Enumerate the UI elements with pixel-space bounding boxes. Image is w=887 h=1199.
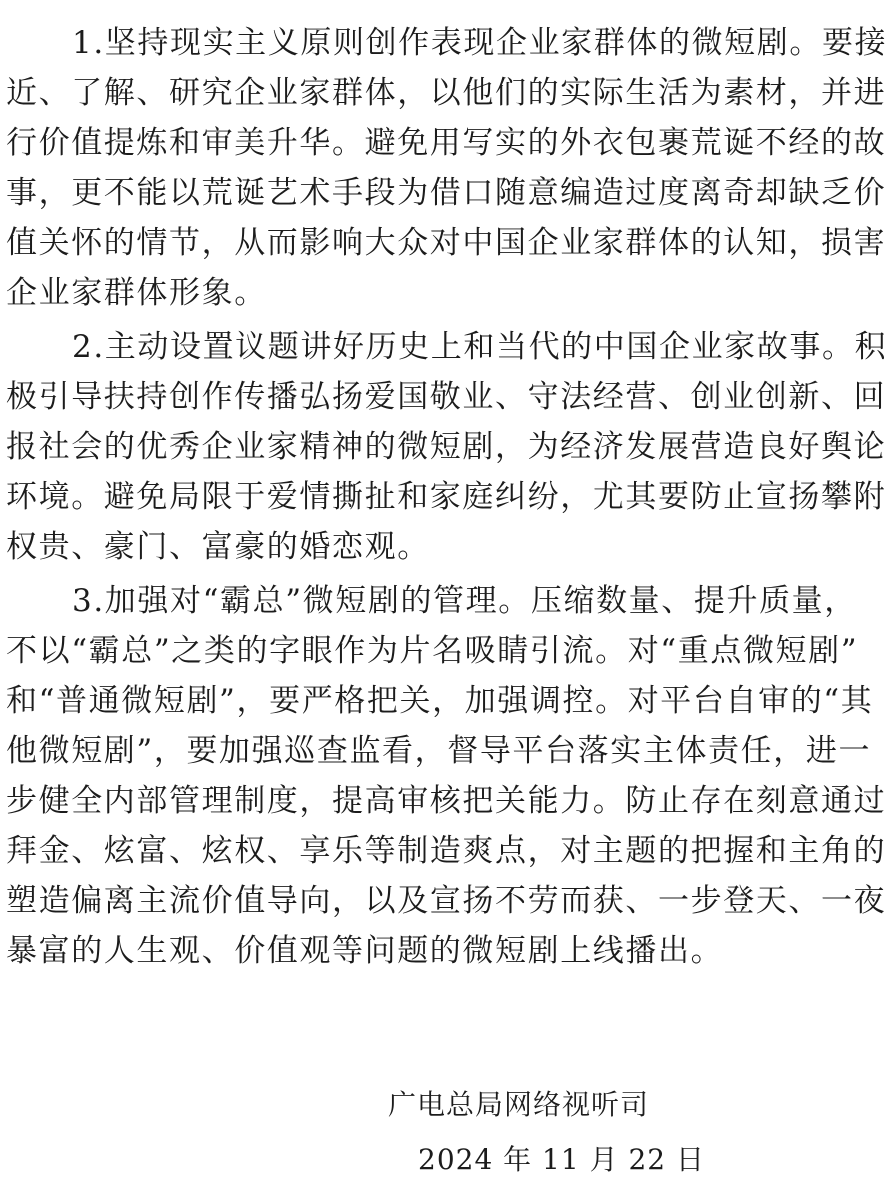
paragraph-2-line-4: 环境。避免局限于爱情撕扯和家庭纠纷，尤其要防止宣扬攀附: [6, 479, 887, 515]
paragraph-3-line-8: 暴富的人生观、价值观等问题的微短剧上线播出。: [6, 933, 724, 969]
paragraph-1-line-5: 值关怀的情节，从而影响大众对中国企业家群体的认知，损害: [6, 225, 887, 261]
paragraph-3-line-3: 和“普通微短剧”，要严格把关，加强调控。对平台自审的“其: [6, 683, 874, 719]
paragraph-3-line-7: 塑造偏离主流价值导向，以及宣扬不劳而获、一步登天、一夜: [6, 883, 887, 919]
signature-date: 2024 年 11 月 22 日: [418, 1143, 706, 1176]
signature-organization: 广电总局网络视听司: [388, 1088, 650, 1121]
paragraph-1-line-2: 近、了解、研究企业家群体，以他们的实际生活为素材，并进: [6, 75, 887, 111]
paragraph-2-line-5: 权贵、豪门、富豪的婚恋观。: [6, 529, 430, 565]
paragraph-3-line-5: 步健全内部管理制度，提高审核把关能力。防止存在刻意通过: [6, 783, 887, 819]
paragraph-2-line-3: 报社会的优秀企业家精神的微短剧，为经济发展营造良好舆论: [6, 429, 887, 465]
paragraph-1-line-3: 行价值提炼和审美升华。避免用写实的外衣包裹荒诞不经的故: [6, 125, 887, 161]
paragraph-1-line-6: 企业家群体形象。: [6, 275, 267, 311]
paragraph-3-line-2: 不以“霸总”之类的字眼作为片名吸睛引流。对“重点微短剧”: [6, 633, 859, 669]
paragraph-1-line-4: 事，更不能以荒诞艺术手段为借口随意编造过度离奇却缺乏价: [6, 175, 887, 211]
paragraph-2-line-1: 2.主动设置议题讲好历史上和当代的中国企业家故事。积: [72, 329, 887, 365]
paragraph-3-line-1: 3.加强对“霸总”微短剧的管理。压缩数量、提升质量，: [72, 583, 857, 619]
paragraph-3-line-4: 他微短剧”，要加强巡查监看，督导平台落实主体责任，进一: [6, 733, 872, 769]
paragraph-3-line-6: 拜金、炫富、炫权、享乐等制造爽点，对主题的把握和主角的: [6, 833, 887, 869]
paragraph-2-line-2: 极引导扶持创作传播弘扬爱国敬业、守法经营、创业创新、回: [6, 379, 887, 415]
paragraph-1-line-1: 1.坚持现实主义原则创作表现企业家群体的微短剧。要接: [72, 25, 887, 61]
